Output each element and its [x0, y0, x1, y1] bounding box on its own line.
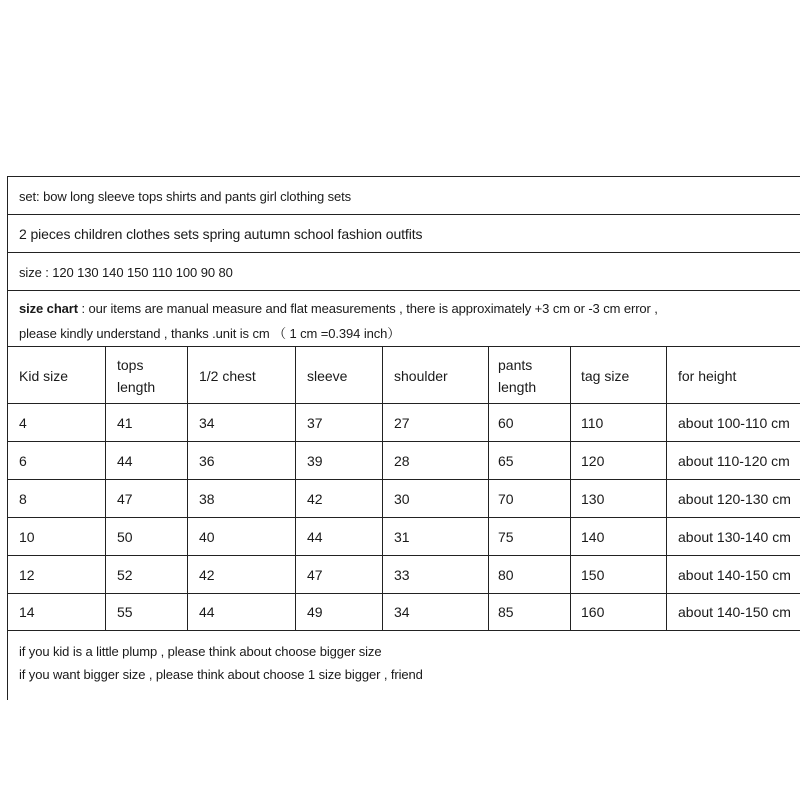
- header-pants-length: pants length: [498, 357, 537, 395]
- footer-note-2: if you want bigger size , please think about choose 1 size bigger , friend: [19, 667, 423, 682]
- cell-sleeve: 47: [307, 567, 323, 583]
- cell-half-chest: 40: [199, 529, 215, 545]
- rule: [8, 252, 800, 253]
- cell-tops-length: 44: [117, 453, 133, 469]
- header-sleeve: sleeve: [307, 368, 348, 384]
- cell-sleeve: 39: [307, 453, 323, 469]
- header-tag-size: tag size: [581, 368, 630, 384]
- rule: [8, 441, 800, 442]
- rule: [8, 403, 800, 404]
- cell-tag-size: 160: [581, 604, 605, 620]
- cell-pants-length: 85: [498, 604, 514, 620]
- column-divider: [666, 346, 667, 631]
- rule: [8, 214, 800, 215]
- rule: [8, 517, 800, 518]
- header-tops-length: tops length: [117, 357, 156, 395]
- cell-tag-size: 110: [581, 415, 604, 431]
- rule: [8, 555, 800, 556]
- cell-pants-length: 60: [498, 415, 514, 431]
- cell-shoulder: 27: [394, 415, 410, 431]
- cell-for-height: about 120-130 cm: [678, 491, 791, 507]
- rule: [8, 593, 800, 594]
- cell-kid-size: 14: [19, 604, 35, 620]
- cell-shoulder: 28: [394, 453, 410, 469]
- column-divider: [105, 346, 106, 631]
- set-description: set: bow long sleeve tops shirts and pants girl clothing sets: [19, 189, 352, 204]
- pieces-description: 2 pieces children clothes sets spring autumn school fashion outfits: [19, 226, 423, 242]
- cell-sleeve: 49: [307, 604, 323, 620]
- cell-tops-length: 52: [117, 567, 133, 583]
- cell-kid-size: 4: [19, 415, 27, 431]
- cell-tops-length: 50: [117, 529, 133, 545]
- cell-kid-size: 10: [19, 529, 35, 545]
- cell-tops-length: 41: [117, 415, 133, 431]
- column-divider: [187, 346, 188, 631]
- cell-tag-size: 120: [581, 453, 605, 469]
- rule-top: [8, 176, 800, 177]
- rule: [8, 479, 800, 480]
- cell-tops-length: 55: [117, 604, 133, 620]
- size-chart-sheet: [7, 176, 800, 700]
- cell-for-height: about 140-150 cm: [678, 604, 791, 620]
- cell-pants-length: 70: [498, 491, 514, 507]
- cell-pants-length: 80: [498, 567, 514, 583]
- size-chart-note-line-2: please kindly understand , thanks .unit is cm （ 1 cm =0.394 inch）: [19, 326, 401, 341]
- cell-for-height: about 140-150 cm: [678, 567, 791, 583]
- size-chart-label: size chart: [19, 301, 78, 316]
- size-chart-note: : our items are manual measure and flat measurements , there is approximately +3 cm or -3 cm error ,: [77, 301, 658, 316]
- header-shoulder: shoulder: [394, 368, 448, 384]
- cell-for-height: about 130-140 cm: [678, 529, 791, 545]
- rule: [8, 290, 800, 291]
- cell-kid-size: 12: [19, 567, 35, 583]
- rule: [8, 630, 800, 631]
- cell-kid-size: 6: [19, 453, 27, 469]
- cell-sleeve: 37: [307, 415, 323, 431]
- cell-tag-size: 130: [581, 491, 605, 507]
- cell-sleeve: 44: [307, 529, 323, 545]
- cell-half-chest: 38: [199, 491, 215, 507]
- header-for-height: for height: [678, 368, 737, 384]
- rule: [8, 346, 800, 347]
- cell-tag-size: 140: [581, 529, 605, 545]
- column-divider: [295, 346, 296, 631]
- header-half-chest: 1/2 chest: [199, 368, 256, 384]
- cell-shoulder: 30: [394, 491, 410, 507]
- cell-pants-length: 75: [498, 529, 514, 545]
- cell-shoulder: 33: [394, 567, 410, 583]
- cell-shoulder: 31: [394, 529, 410, 545]
- size-chart-note-line-1: [19, 301, 658, 316]
- column-divider: [382, 346, 383, 631]
- header-kid-size: Kid size: [19, 368, 69, 384]
- cell-sleeve: 42: [307, 491, 323, 507]
- cell-half-chest: 36: [199, 453, 215, 469]
- footer-note-1: if you kid is a little plump , please think about choose bigger size: [19, 644, 382, 659]
- cell-for-height: about 110-120 cm: [678, 453, 790, 469]
- cell-kid-size: 8: [19, 491, 27, 507]
- column-divider: [488, 346, 489, 631]
- cell-shoulder: 34: [394, 604, 410, 620]
- cell-tag-size: 150: [581, 567, 605, 583]
- cell-tops-length: 47: [117, 491, 133, 507]
- size-list: size : 120 130 140 150 110 100 90 80: [19, 265, 233, 280]
- cell-half-chest: 34: [199, 415, 215, 431]
- cell-half-chest: 44: [199, 604, 215, 620]
- cell-for-height: about 100-110 cm: [678, 415, 790, 431]
- column-divider: [570, 346, 571, 631]
- cell-half-chest: 42: [199, 567, 215, 583]
- cell-pants-length: 65: [498, 453, 514, 469]
